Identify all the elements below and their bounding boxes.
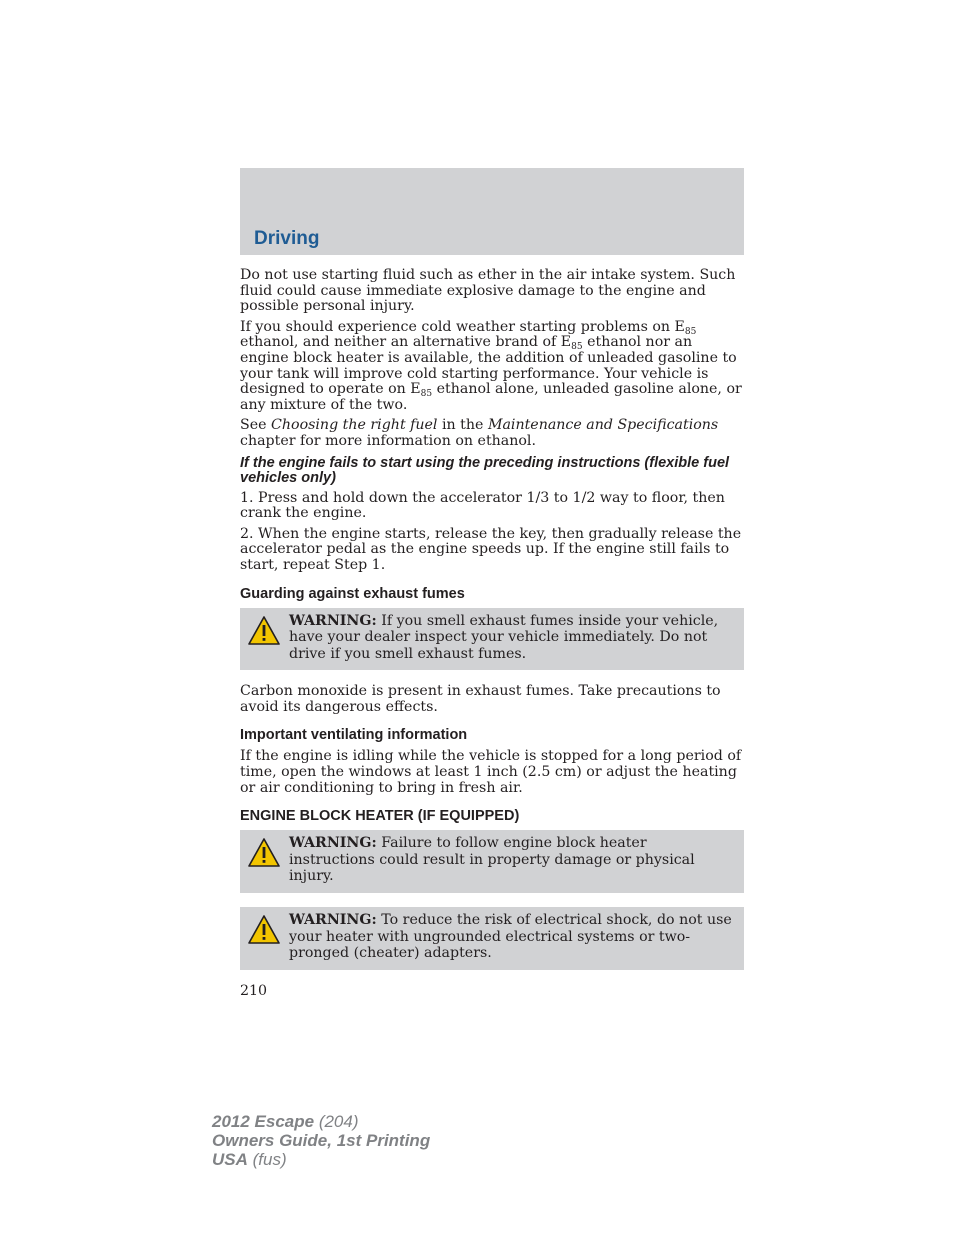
page-number: 210 [240,982,268,999]
warning-box-block-heater [240,830,744,893]
subhead-engine-fails: If the engine fails to start using the preceding instructions (flexible fuel vehicles only) [240,454,730,486]
warning-triangle-icon [247,615,281,647]
warning-box-electrical [240,907,744,970]
warning-label: WARNING: [289,912,377,929]
warning-label: WARNING: [289,835,377,852]
header-band [240,168,744,255]
warning-label: WARNING: [289,612,377,629]
warning-triangle-icon [247,914,281,946]
footer-edition [212,1112,430,1169]
paragraph-ventilating: If the engine is idling while the vehicle is stopped for a long period of time, open the windows at least 1 inch (2.5 cm) or adjust the heating or air conditioning to bring in fresh air. [240,748,742,796]
step-1: 1. Press and hold down the accelerator 1/3 to 1/2 way to floor, then crank the engine. [240,489,725,522]
subhead-exhaust-fumes: Guarding against exhaust fumes [240,585,465,602]
step-2: 2. When the engine starts, release the key, then gradually release the accelerator pedal as the engine speeds up. If the engine still fails to start, repeat Step 1. [240,525,742,573]
paragraph-starting-fluid: Do not use starting fluid such as ether in the air intake system. Such fluid could cause immediate explosive damage to the engine and possible personal injury. [240,267,736,315]
subhead-block-heater: ENGINE BLOCK HEATER (IF EQUIPPED) [240,808,520,825]
paragraph-carbon-monoxide: Carbon monoxide is present in exhaust fumes. Take precautions to avoid its dangerous effects. [240,683,721,715]
paragraph-cold-weather: If you should experience cold weather starting problems on $E_{85}$ ethanol, and neither an alternative brand of $E_{85}$ ethanol nor an engine block heater is available, the addition of unleaded gasoline to your tank will improve cold starting performance. Your vehicle is designed to operate on $E_{85}$ ethanol alone, unleaded gasoline alone, or any mixture of the two. [240,318,742,413]
warning-text: Failure to follow engine block heater instructions could result in property damage or physical injury. [289,835,695,885]
warning-triangle-icon [247,837,281,869]
footer-line-guide: Owners Guide, 1st Printing [212,1131,431,1150]
section-title: Driving [254,228,320,249]
warning-text: If you smell exhaust fumes inside your vehicle, have your dealer inspect your vehicle immediately. Do not drive if you smell exhaust fumes. [289,612,719,662]
warning-text: To reduce the risk of electrical shock, do not use your heater with ungrounded electrical systems or two-pronged (cheater) adapters. [289,912,732,962]
footer-line-region: USA (fus) [212,1150,287,1169]
reference-choosing-fuel: Choosing the right fuel [271,417,438,434]
subhead-ventilating: Important ventilating information [240,727,468,744]
footer-line-model: 2012 Escape (204) [212,1112,359,1131]
reference-maintenance-chapter: Maintenance and Specifications [487,417,719,434]
paragraph-see-fuel: See Choosing the right fuel in the Maintenance and Specifications chapter for more information on ethanol. [240,417,719,449]
warning-box-exhaust [240,608,744,671]
page-content [240,268,744,999]
